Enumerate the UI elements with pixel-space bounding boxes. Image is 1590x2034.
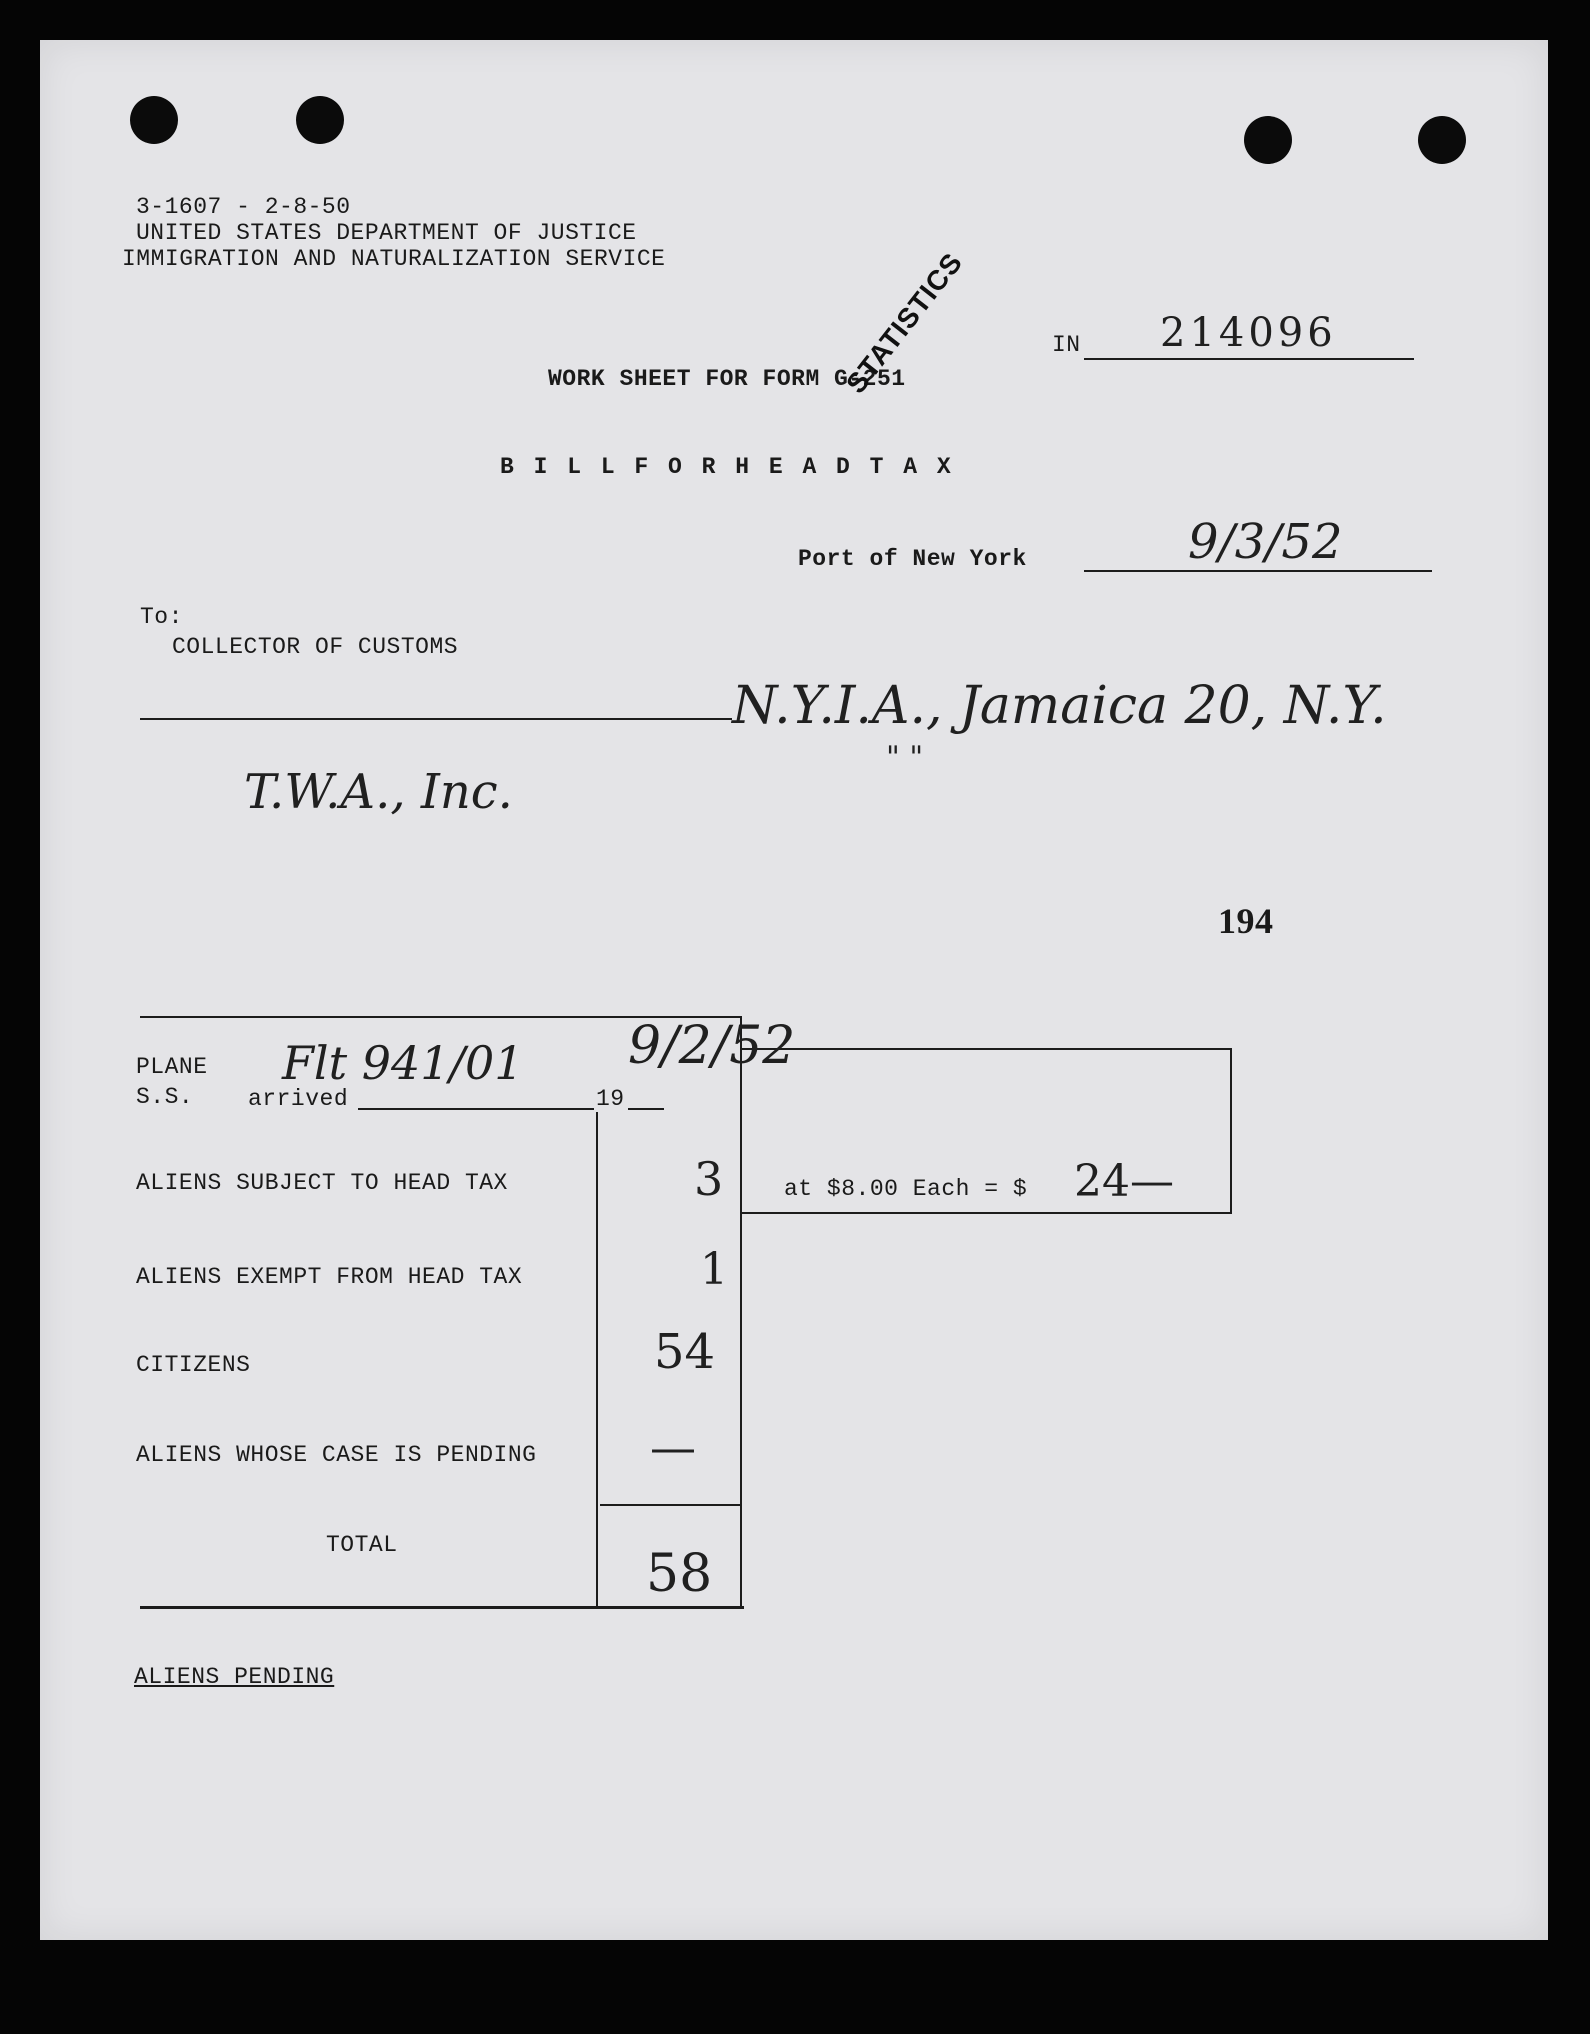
- port-label: Port of New York: [798, 546, 1027, 572]
- year-prefix: 19: [596, 1086, 625, 1112]
- collector-underline: [140, 718, 732, 720]
- row-label: ALIENS EXEMPT FROM HEAD TAX: [136, 1264, 523, 1290]
- bill-date: 9/3/52: [1188, 514, 1343, 570]
- value-column-rule: [596, 1112, 598, 1606]
- arrived-label: arrived: [248, 1086, 349, 1112]
- punch-hole: [296, 96, 344, 144]
- arrived-underline: [358, 1108, 594, 1110]
- plane-label: PLANE: [136, 1054, 208, 1080]
- aliens-pending-label: ALIENS PENDING: [134, 1664, 335, 1690]
- document-page: [40, 40, 1548, 1940]
- row-value: 1: [700, 1244, 728, 1295]
- punch-hole: [130, 96, 178, 144]
- form-code: 3-1607 - 2-8-50: [136, 194, 351, 220]
- worksheet-title: WORK SHEET FOR FORM G-251: [548, 366, 906, 392]
- row-label: ALIENS WHOSE CASE IS PENDING: [136, 1442, 537, 1468]
- flight-handwritten: Flt 941/01: [282, 1036, 524, 1090]
- row-label: ALIENS SUBJECT TO HEAD TAX: [136, 1170, 508, 1196]
- rate-box-right: [1230, 1048, 1232, 1214]
- year-underline: [628, 1108, 664, 1110]
- punch-hole: [1244, 116, 1292, 164]
- carrier-handwritten: T.W.A., Inc.: [244, 764, 513, 820]
- in-underline: [1084, 358, 1414, 360]
- arrival-date-handwritten: 9/2/52: [628, 1016, 796, 1076]
- rate-text: at $8.00 Each = $: [784, 1176, 1028, 1202]
- department-name: UNITED STATES DEPARTMENT OF JUSTICE: [136, 220, 637, 246]
- date-underline: [1084, 570, 1432, 572]
- table-right-rule: [740, 1016, 742, 1606]
- in-label: IN: [1052, 332, 1081, 358]
- service-name: IMMIGRATION AND NATURALIZATION SERVICE: [122, 246, 666, 272]
- total-top-rule: [600, 1504, 742, 1506]
- rate-amount: 24—: [1074, 1156, 1174, 1207]
- row-value: 54: [654, 1324, 716, 1380]
- location-handwritten: N.Y.I.A., Jamaica 20, N.Y.: [732, 676, 1387, 736]
- in-number: 214096: [1160, 310, 1337, 356]
- row-label: CITIZENS: [136, 1352, 251, 1378]
- ss-label: S.S.: [136, 1084, 194, 1110]
- punch-hole: [1418, 116, 1466, 164]
- rate-box-top: [742, 1048, 1230, 1050]
- total-label: TOTAL: [326, 1532, 398, 1558]
- page-number: 194: [1218, 901, 1274, 941]
- bill-title: B I L L F O R H E A D T A X: [500, 454, 954, 480]
- to-label: To:: [140, 604, 183, 630]
- collector-name: COLLECTOR OF CUSTOMS: [172, 634, 459, 660]
- statistics-stamp: STATISTICS: [840, 246, 969, 400]
- row-value: —: [650, 1420, 696, 1474]
- row-value: 3: [694, 1152, 724, 1206]
- total-value: 58: [646, 1544, 713, 1604]
- rate-box-bottom: [742, 1212, 1232, 1214]
- ditto-marks: " ": [886, 740, 924, 775]
- table-bottom-rule: [140, 1606, 744, 1609]
